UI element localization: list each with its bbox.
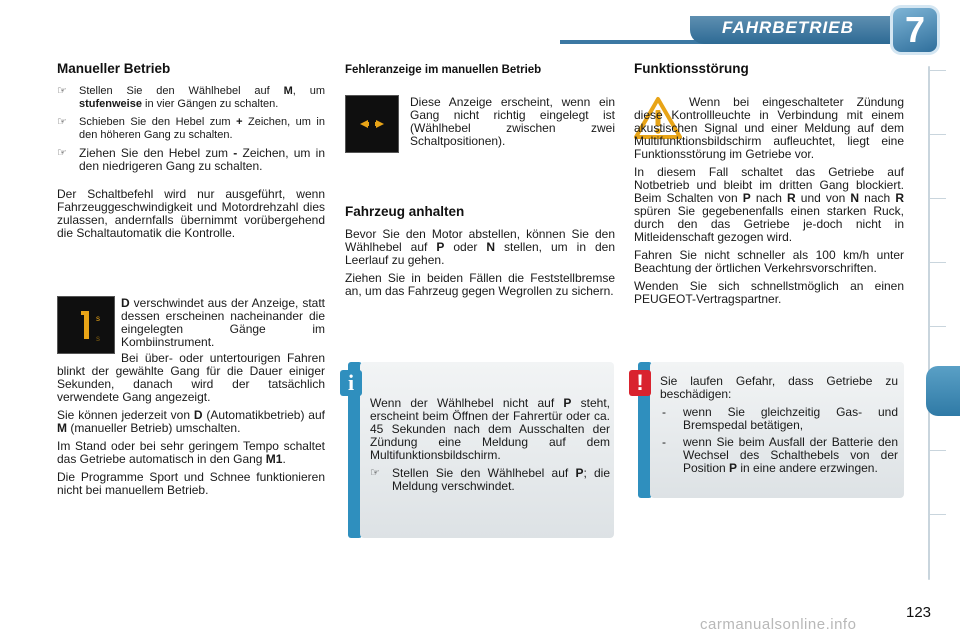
paragraph: Der Schaltbefehl wird nur ausgeführt, wenn Fahrzeuggeschwindigkeit und Motordrehzahl dies zulassen, andernfalls übernimmt vorübergehend die Schaltautomatik die Kontrolle. (57, 187, 325, 240)
paragraph: Bevor Sie den Motor abstellen, können Sie den Wählhebel auf P oder N stellen, um in den Leerlauf zu gehen. (345, 227, 615, 267)
pointer-hand-icon: ☞ (57, 85, 67, 97)
paragraph: In diesem Fall schaltet das Getriebe auf Notbetrieb und bleibt im dritten Gang blockiert. Beim Schalten von P nach R und von N nach R spüren Sie gegebenenfalls einen starken Ruck, durch den das Getriebe je-doch nicht in Mitleidenschaft gezogen wird. (634, 165, 904, 244)
info-note-text (370, 397, 610, 498)
list-item: - wenn Sie beim Ausfall der Batterie den Wechsel des Schalthebels von der Position P in eine andere erzwingen. (662, 435, 898, 475)
warning-note-text (660, 375, 898, 479)
middle-column (345, 64, 615, 77)
pointer-hand-icon: ☞ (57, 147, 67, 159)
malfunction-text (634, 96, 904, 311)
pointer-hand-icon: ☞ (57, 116, 67, 128)
left-column (57, 62, 325, 245)
list-item: ☞ Stellen Sie den Wählhebel auf M, um stufenweise in vier Gängen zu schalten. (57, 85, 325, 110)
d-indicator-text: D verschwindet aus der Anzeige, statt dessen erscheinen nacheinander die eingelegten Gänge im Kombiinstrument. (121, 296, 325, 349)
middle-column-stop (345, 205, 615, 303)
gear-indicator-graphic (58, 297, 114, 353)
watermark: carmanualsonline.info (700, 616, 857, 633)
section-heading-malfunction: Funktionsstörung (634, 61, 749, 76)
paragraph: Wenden Sie sich schnellstmöglich an einen PEUGEOT-Vertragspartner. (634, 279, 904, 306)
thumb-tab[interactable] (928, 198, 946, 263)
chapter-title: FAHRBETRIEB (722, 18, 854, 37)
list-item: ☞ Ziehen Sie den Hebel zum - Zeichen, um in den niedrigeren Gang zu schalten. (57, 146, 326, 173)
page-number: 123 (906, 604, 932, 621)
thumb-tab[interactable] (928, 134, 946, 199)
warning-exclamation-icon: ! (629, 370, 651, 396)
thumb-index-tabs (928, 70, 960, 580)
paragraph: Bei über- oder untertourigen Fahren blinkt der gewählte Gang für die Dauer einiger Sekunden, danach wird der tatsächlich verwendete Gang angezeigt. (57, 351, 325, 404)
list-item: ☞ Schieben Sie den Hebel zum + Zeichen, um in den höheren Gang zu schalten. (57, 116, 325, 141)
list-item: ☞ Stellen Sie den Wählhebel auf P; die Meldung verschwindet. (370, 466, 610, 493)
paragraph: Wenn der Wählhebel nicht auf P steht, erscheint beim Öffnen der Fahrertür oder ca. 45 Sekunden nach dem Ausschalten der Zündung eine Meldung auf dem Multifunktionsbildschirm. (370, 396, 611, 462)
paragraph: Sie laufen Gefahr, dass Getriebe zu beschädigen: (660, 374, 898, 401)
thumb-tab[interactable] (928, 262, 946, 327)
section-heading-stop: Fahrzeug anhalten (345, 204, 465, 219)
pointer-hand-icon: ☞ (370, 467, 380, 479)
thumb-tab[interactable] (928, 450, 946, 515)
svg-text:s: s (96, 334, 100, 343)
gear-error-graphic (346, 96, 398, 152)
paragraph: Im Stand oder bei sehr geringem Tempo schaltet das Getriebe automatisch in den Gang M1. (57, 439, 325, 466)
error-display-text: Diese Anzeige erscheint, wenn ein Gang nicht richtig eingelegt ist (Wählhebel zwischen zwei Schaltpositionen). (410, 95, 615, 148)
gear-display-icon (57, 296, 115, 354)
list-item: - wenn Sie gleichzeitig Gas- und Bremspedal betätigen, (662, 405, 898, 432)
section-heading-error-display: Fehleranzeige im manuellen Betrieb (345, 64, 542, 76)
right-column (634, 62, 904, 75)
paragraph: Sie können jederzeit von D (Automatikbetrieb) auf M (manueller Betrieb) umschalten. (57, 408, 325, 435)
paragraph: Wenn bei eingeschalteter Zündung diese Kontrollleuchte in Verbindung mit einem akustischen Signal und einer Meldung auf dem Multifunktionsbildschirm aufleuchtet, liegt eine Funktionsstörung im Getriebe vor. (634, 95, 904, 161)
thumb-tab-active[interactable] (926, 366, 960, 416)
thumb-tab[interactable] (928, 70, 946, 135)
chapter-number-badge: 7 (893, 8, 937, 52)
info-icon: i (340, 370, 362, 396)
paragraph: Fahren Sie nicht schneller als 100 km/h unter Beachtung der örtlichen Verkehrsvorschriften. (634, 248, 904, 275)
section-heading-manual: Manueller Betrieb (57, 61, 171, 76)
paragraph: Die Programme Sport und Schnee funktionieren nicht bei manuellem Betrieb. (57, 470, 325, 497)
paragraph: Ziehen Sie in beiden Fällen die Feststellbremse an, um das Fahrzeug gegen Wegrollen zu sichern. (345, 271, 615, 298)
left-column-lower (57, 352, 325, 502)
gear-error-display-icon (345, 95, 399, 153)
svg-text:s: s (96, 314, 100, 323)
thumb-tab[interactable] (928, 514, 946, 579)
